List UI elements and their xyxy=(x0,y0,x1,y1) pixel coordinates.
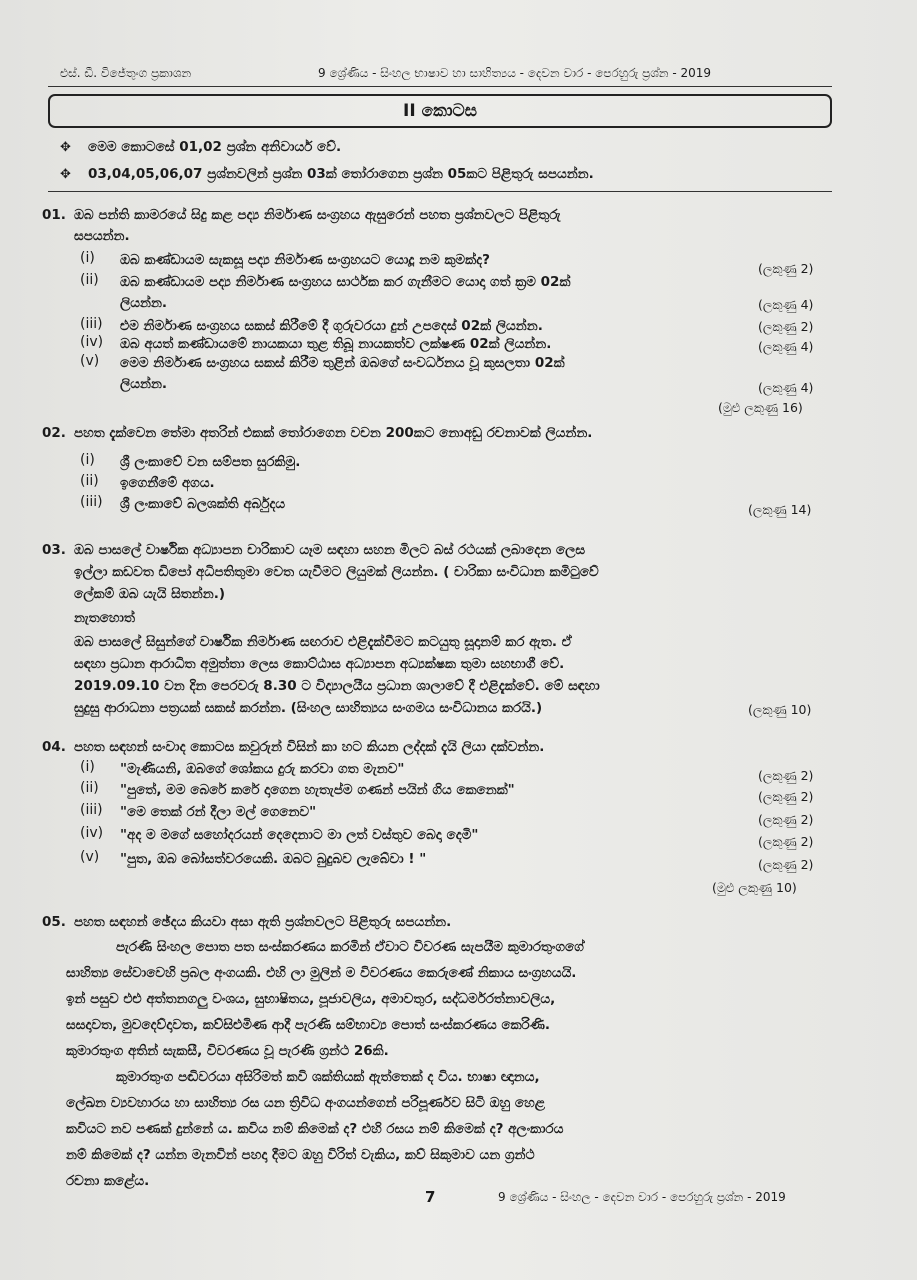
item-number: (v) xyxy=(80,849,100,865)
question-number: 03. xyxy=(42,542,66,558)
item-text: ඔබ අයත් කණ්ඩායමේ නායකයා තුළ තිබූ නායකත්ව ලක්ෂණ 02ක් ලියන්න. xyxy=(120,336,552,352)
item-text: ලියන්න. xyxy=(120,295,168,311)
item-text: "පුතේ, මම බෙරේ කරේ දාගෙන හැතැප්ම ගණන් පයින් ගිය කෙනෙක්" xyxy=(120,782,515,798)
question-stem: පහත සඳහන් ඡේදය කියවා අසා ඇති ප්‍රශ්නවලට පිළිතුරු සපයන්න. xyxy=(74,914,452,930)
item-text: ශ්‍රී ලංකාවේ බලශක්ති අර්බුදය xyxy=(120,496,286,512)
question-text-line: ඔබ පාසලේ වාර්ෂික අධ්‍යාපන චාරිකාව යෑම සඳහා සහන මිලට බස් රථයක් ලබාදෙන ලෙස xyxy=(74,542,586,558)
item-number: (iii) xyxy=(80,316,103,332)
item-text: ලියන්න. xyxy=(120,376,168,392)
item-number: (ii) xyxy=(80,272,99,288)
paragraph-line: රචනා කළේය. xyxy=(66,1173,150,1189)
item-number: (ii) xyxy=(80,780,99,796)
total-marks-label: (මුළු ලකුණු 10) xyxy=(712,880,797,895)
marks-label: (ලකුණු 2) xyxy=(758,261,814,276)
marks-label: (ලකුණු 4) xyxy=(758,297,814,312)
marks-label: (ලකුණු 2) xyxy=(758,789,814,804)
paragraph-line: කවියට නව පණක් දුන්නේ ය. කවිය නම් කිමෙක් ද? එහි රසය නම් කිමෙක් ද? අලංකාරය xyxy=(66,1121,564,1137)
header-title: 9 ශ්‍රේණිය - සිංහල භාෂාව හා සාහිත්‍යය - දෙවන වාර - පෙරහුරු ප්‍රශ්න - 2019 xyxy=(318,66,712,80)
question-stem: පහත සඳහන් සංවාද කොටස කවුරුන් විසින් කා හට කියන ලද්දක් දැයි ලියා දක්වන්න. xyxy=(74,739,545,755)
marks-label: (ලකුණු 2) xyxy=(758,834,814,849)
instruction-2: 03,04,05,06,07 ප්‍රශ්නවලින් ප්‍රශ්න 03ක් තෝරාගෙන ප්‍රශ්න 05කට පිළිතුරු සපයන්න. xyxy=(88,166,594,182)
item-text: ඔබ කණ්ඩායම සැකසූ පද්‍ය නිර්මාණ සංග්‍රහයට යොදූ නම කුමක්ද? xyxy=(120,252,490,268)
marks-label: (ලකුණු 2) xyxy=(758,768,814,783)
item-text: "මෙ තෙක් රන් දීලා මල් ගෙනෙව" xyxy=(120,804,317,820)
instructions-rule xyxy=(48,191,832,192)
page-number: 7 xyxy=(425,1188,436,1206)
item-text: "පුත, ඔබ බෝසත්වරයෙකි. ඔබට බුදුබව ලැබේවා ! " xyxy=(120,851,427,867)
item-number: (i) xyxy=(80,452,95,468)
diamond-bullet-icon: ✥ xyxy=(60,167,71,182)
marks-label: (ලකුණු 4) xyxy=(758,339,814,354)
instruction-1: මෙම කොටසේ 01,02 ප්‍රශ්න අනිවාර්ය වේ. xyxy=(88,139,342,155)
item-number: (iv) xyxy=(80,334,104,350)
marks-label: (ලකුණු 2) xyxy=(758,857,814,872)
question-text-line: ඉල්ලා කඩවත ඩිපෝ අධිපතිතුමා වෙත යැවීමට ලියුමක් ලියන්න. ( චාරිකා සංවිධාන කමිටුවේ xyxy=(74,564,599,580)
publisher-name: එස්. ඩී. විජේතුංග ප්‍රකාශන xyxy=(60,66,192,80)
item-text: "මැණියනි, ඔබගේ ශෝකය දුරු කරවා ගත මැනව" xyxy=(120,761,405,777)
section-title: II කොටස xyxy=(403,101,477,121)
marks-label: (ලකුණු 14) xyxy=(748,502,812,517)
paragraph-line: කුමාරතුංග අතින් සැකසී, විවරණය වූ පැරණි ග්‍රන්ථ 26කි. xyxy=(66,1043,389,1059)
question-stem: ඔබ පන්ති කාමරයේ සිදු කළ පද්‍ය නිර්මාණ සංග්‍රහය ඇසුරෙන් පහත ප්‍රශ්නවලට පිළිතුරු xyxy=(74,207,561,223)
or-label: නැතහොත් xyxy=(74,610,135,626)
paragraph-line: පැරණි සිංහල පොත පත සංස්කරණය කරමින් ඒවාට විවරණ සැපයීම කුමාරතුංගගේ xyxy=(116,939,584,955)
paragraph-line: කුමාරතුංග පඬිවරයා අසිරිමත් කවි ශක්තියක් ඇත්තෙක් ද විය. භාෂා ඥානය, xyxy=(116,1069,540,1085)
marks-label: (ලකුණු 2) xyxy=(758,319,814,334)
item-number: (i) xyxy=(80,250,95,266)
item-text: මෙම නිර්මාණ සංග්‍රහය සකස් කිරීම තුළින් ඔබගේ සංවර්ධනය වූ කුසලතා 02ක් xyxy=(120,355,565,371)
item-text: ශ්‍රී ලංකාවේ වන සම්පත සුරකිමු. xyxy=(120,454,301,470)
total-marks-label: (මුළු ලකුණු 16) xyxy=(718,400,803,415)
question-number: 01. xyxy=(42,207,66,223)
item-number: (iii) xyxy=(80,494,103,510)
marks-label: (ලකුණු 10) xyxy=(748,702,812,717)
question-text-line: ලේකම් ඔබ යැයි සිතන්න.) xyxy=(74,586,225,602)
paragraph-line: ලේඛන ව්‍යවහාරය හා සාහිත්‍ය රස යන ත්‍රිවිධ අංගයන්ගෙන් පරිපූර්ණව සිටි ඔහු හෙළ xyxy=(66,1095,546,1111)
question-text-line: 2019.09.10 වන දින පෙරවරු 8.30 ට විද්‍යාලයීය ප්‍රධාන ශාලාවේ දී එළිදැක්වේ. මේ සඳහා xyxy=(74,678,600,694)
diamond-bullet-icon: ✥ xyxy=(60,140,71,155)
header-rule xyxy=(48,86,832,87)
item-text: ඔබ කණ්ඩායම පද්‍ය නිර්මාණ සංග්‍රහය සාර්ථක කර ගැනීමට යොදා ගත් ක්‍රම 02ක් xyxy=(120,274,571,290)
item-number: (i) xyxy=(80,759,95,775)
question-stem: සපයන්න. xyxy=(74,228,130,244)
item-text: ඉගෙනීමේ අගය. xyxy=(120,475,215,491)
item-number: (ii) xyxy=(80,473,99,489)
question-text-line: සුදුසු ආරාධනා පත්‍රයක් සකස් කරන්න. (සිංහල සාහිත්‍යය සංගමය සංවිධානය කරයි.) xyxy=(74,700,543,716)
question-stem: පහත දැක්වෙන තේමා අතරින් එකක් තෝරාගෙන වචන 200කට නොඅඩු රචනාවක් ලියන්න. xyxy=(74,425,593,441)
paragraph-line: සාහිත්‍ය සේවාවෙහි ප්‍රබල අංගයකි. එහි ලා මුලින් ම විවරණය කෙරුණේ නිකාය සංග්‍රහයයි. xyxy=(66,965,577,981)
question-number: 02. xyxy=(42,425,66,441)
item-number: (iii) xyxy=(80,802,103,818)
footer-text: 9 ශ්‍රේණිය - සිංහල - දෙවන වාර - පෙරහුරු ප්‍රශ්න - 2019 xyxy=(498,1190,786,1204)
item-text: "අද ම මගේ සහෝදරයන් දෙදෙනාට මා ලත් වස්තුව බෙදා දෙමි" xyxy=(120,827,479,843)
item-text: එම නිර්මාණ සංග්‍රහය සකස් කිරීමේ දී ගුරුවරයා දුන් උපදෙස් 02ක් ලියන්න. xyxy=(120,318,543,334)
question-text-line: ඔබ පාසලේ සිසුන්ගේ වාර්ෂික නිර්මාණ සඟරාව එළිදැක්වීමට කටයුතු සූදානම් කර ඇත. ඒ xyxy=(74,634,572,650)
item-number: (v) xyxy=(80,353,100,369)
item-number: (iv) xyxy=(80,825,104,841)
question-number: 05. xyxy=(42,914,66,930)
question-text-line: සඳහා ප්‍රධාන ආරාධිත අමුත්තා ලෙස කොට්ඨාස අධ්‍යාපන අධ්‍යක්ෂක තුමා සහභාගී වේ. xyxy=(74,656,565,672)
marks-label: (ලකුණු 4) xyxy=(758,380,814,395)
section-title-box xyxy=(48,94,832,128)
paragraph-line: ඉන් පසුව එළු අත්තනගලු වංශය, සුභාෂිතය, පූජාවලිය, අමාවතුර, සද්ධර්මරත්නාවලිය, xyxy=(66,991,556,1007)
question-number: 04. xyxy=(42,739,66,755)
paragraph-line: නම් කිමෙක් ද? යන්න මැනවින් පහදා දීමට ඔහු විරිත් වැකිය, කව් සිකුමාව යන ග්‍රන්ථ xyxy=(66,1147,535,1163)
marks-label: (ලකුණු 2) xyxy=(758,812,814,827)
paragraph-line: සසදාවත, මුවදෙව්දාවත, කව්සිළුමිණ ආදී පැරණි සම්භාව්‍ය පොත් සංස්කරණය කෙරිණි. xyxy=(66,1017,550,1033)
